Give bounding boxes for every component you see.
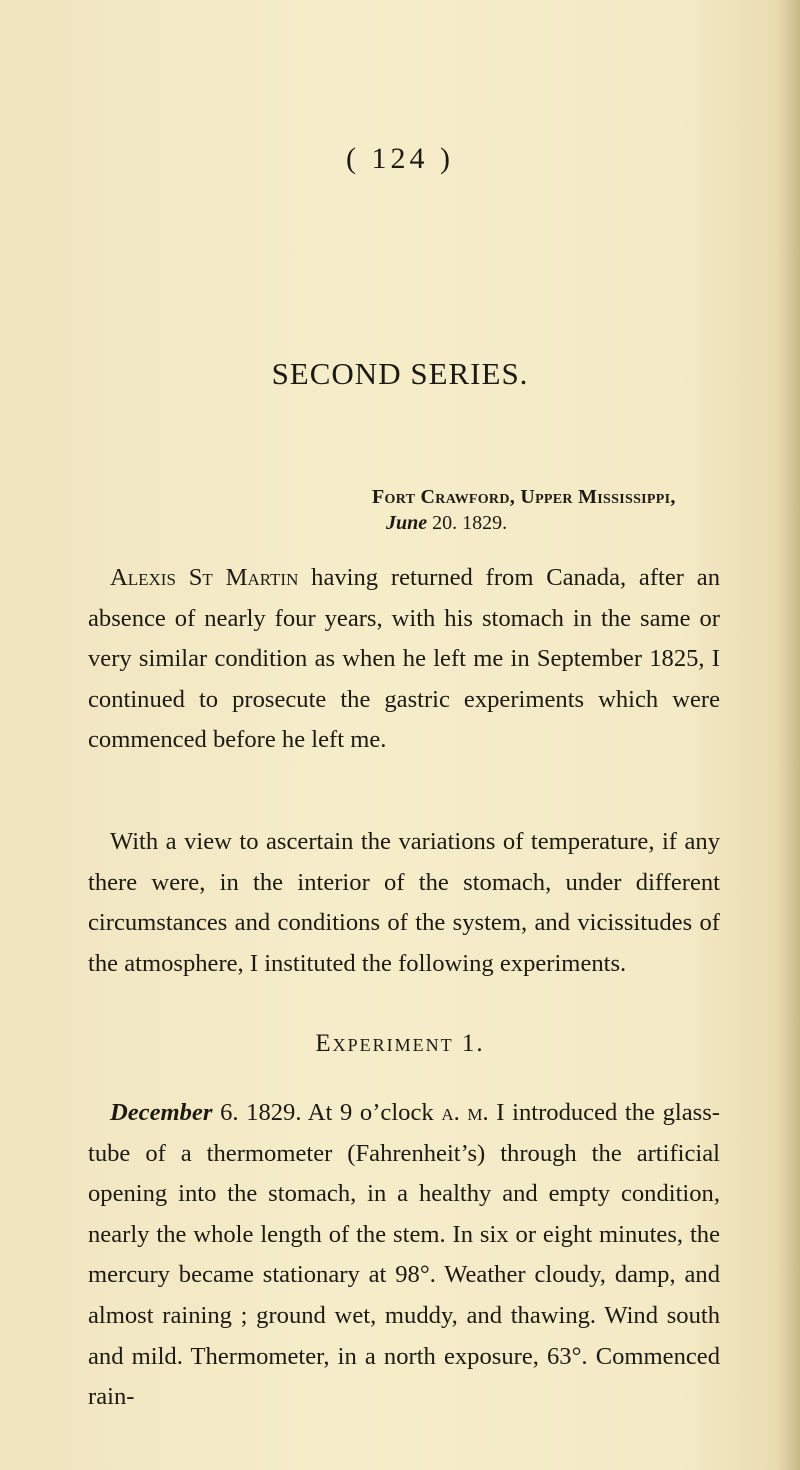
paragraph-2 [88, 822, 720, 984]
series-heading: SECOND SERIES. [271, 356, 529, 391]
paragraph-2-text: With a view to ascertain the variations of temperature, if any there were, in the interior of the stomach, under different circumstances and conditions of the system, and vicissitudes of the atmosphere, I instituted the following experiments. [88, 828, 720, 977]
experiment-ampm: a. m. [441, 1099, 489, 1126]
experiment-paragraph [88, 1093, 720, 1418]
paragraph-1 [88, 558, 720, 761]
experiment-heading: Experiment 1. [315, 1030, 485, 1057]
dateline-date [372, 510, 772, 536]
page-number: ( 124 ) [346, 142, 454, 175]
dateline-date-rest: 20. 1829. [432, 512, 508, 534]
experiment-date-rest: 6. 1829. At 9 o’clock [212, 1099, 442, 1126]
dateline-place: Fort Crawford, Upper Mississippi, [372, 486, 676, 508]
paragraph-1-text: having returned from Canada, after an absence of nearly four years, with his stomach in the same or very similar condition as when he left me in September 1825, I continued to prosecute the gastric experiments which were commenced before he left me. [88, 564, 720, 754]
experiment-date-month: December [110, 1099, 213, 1126]
dateline-month: June [386, 512, 428, 534]
experiment-text: I introduced the glass-tube of a thermometer (Fahrenheit’s) through the artificial opening into the stomach, in a healthy and empty condition, nearly the whole length of the stem. In six or eight minutes, the mercury became stationary at 98°. Weather cloudy, damp, and almost raining ; ground wet, muddy, and thawing. Wind south and mild. Thermometer, in a north exposure, 63°. Commenced rain- [88, 1099, 720, 1411]
dateline [372, 484, 772, 536]
paragraph-1-lead: Alexis St Martin [110, 564, 299, 591]
